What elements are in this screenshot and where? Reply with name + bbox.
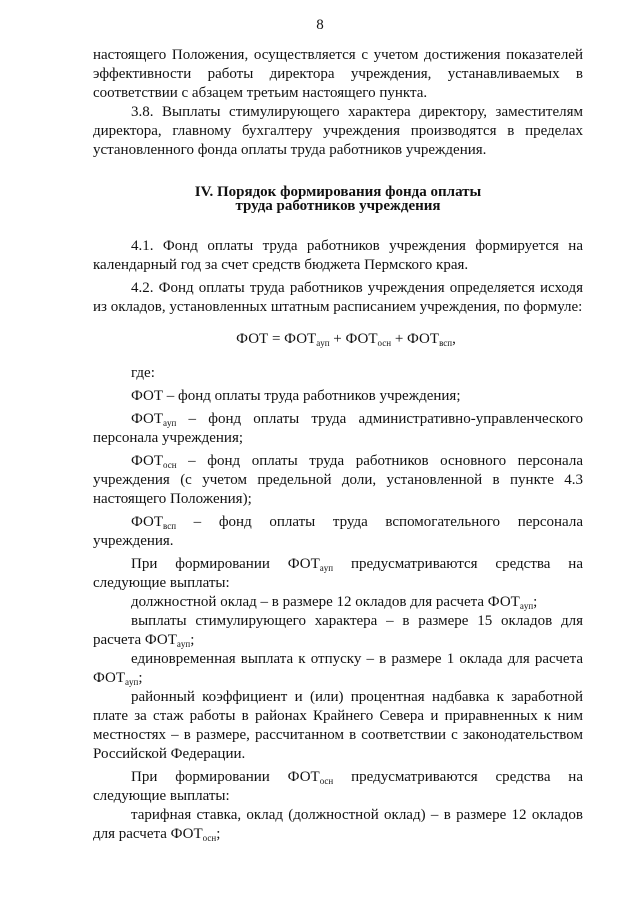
definition-fot-aup: $ФОТ_{аyп}$ – фонд оплаты труда административно-управленческого персонала учреждения;: [93, 411, 583, 446]
where-label: где:: [131, 365, 155, 381]
aup-item-incentive: выплаты стимулирующего характера – в размере 15 окладов для расчета $ФОТ_{аyп}$;: [93, 613, 583, 649]
aup-item-vacation: единовременная выплата к отпуску – в размере 1 оклада для расчета $ФОТ_{аyп}$;: [93, 651, 583, 687]
definition-fot: ФОТ – фонд оплаты труда работников учреждения;: [131, 388, 461, 404]
paragraph-continuation: настоящего Положения, осуществляется с учетом достижения показателей эффективности работы директора учреждения, устанавливаемых в соответствии с абзацем третьим настоящего пункта.: [93, 47, 583, 101]
paragraph-3-8: 3.8. Выплаты стимулирующего характера директору, заместителям директора, главному бухгалтеру учреждения производятся в пределах установленного фонда оплаты труда работников учреждения.: [93, 104, 583, 158]
document-body: [93, 46, 583, 844]
paragraph-4-2: 4.2. Фонд оплаты труда работников учреждения определяется исходя из окладов, установленных штатным расписанием учреждения, по формуле:: [93, 280, 583, 315]
section-heading-line-1: IV. Порядок формирования фонда оплаты: [194, 184, 482, 200]
definition-fot-vsp: $ФОТ_{всп}$ – фонд оплаты труда вспомогательного персонала учреждения.: [93, 514, 583, 549]
aup-intro: При формировании $ФОТ_{аyп}$ предусматриваются средства на следующие выплаты:: [93, 556, 583, 591]
osn-intro: При формировании $ФОТ_{осн}$ предусматриваются средства на следующие выплаты:: [93, 769, 583, 804]
aup-item-regional: районный коэффициент и (или) процентная надбавка к заработной плате за стаж работы в районах Крайнего Севера и приравненных к ним местностях – в размере, рассчитанном в соответствии с законодательством Российской Федерации.: [93, 689, 583, 762]
osn-item-rate: тарифная ставка, оклад (должностной оклад) – в размере 12 окладов для расчета $ФОТ_{осн}$;: [93, 807, 583, 843]
section-heading: [93, 185, 583, 213]
definition-fot-osn: $ФОТ_{осн}$ – фонд оплаты труда работников основного персонала учреждения (с учетом предельной доли, установленной в пункте 4.3 настоящего Положения);: [93, 453, 583, 507]
section-heading-line-2: труда работников учреждения: [235, 198, 441, 214]
page-number: 8: [316, 17, 324, 33]
paragraph-4-1: 4.1. Фонд оплаты труда работников учреждения формируется на календарный год за счет средств бюджета Пермского края.: [93, 238, 583, 273]
aup-item-salary: должностной оклад – в размере 12 окладов для расчета $ФОТ_{аyп}$;: [131, 594, 538, 611]
formula: ФОТ = $ФОТ_{аyп} + ФОТ_{осн} + ФОТ_{всп}$,: [236, 331, 456, 348]
